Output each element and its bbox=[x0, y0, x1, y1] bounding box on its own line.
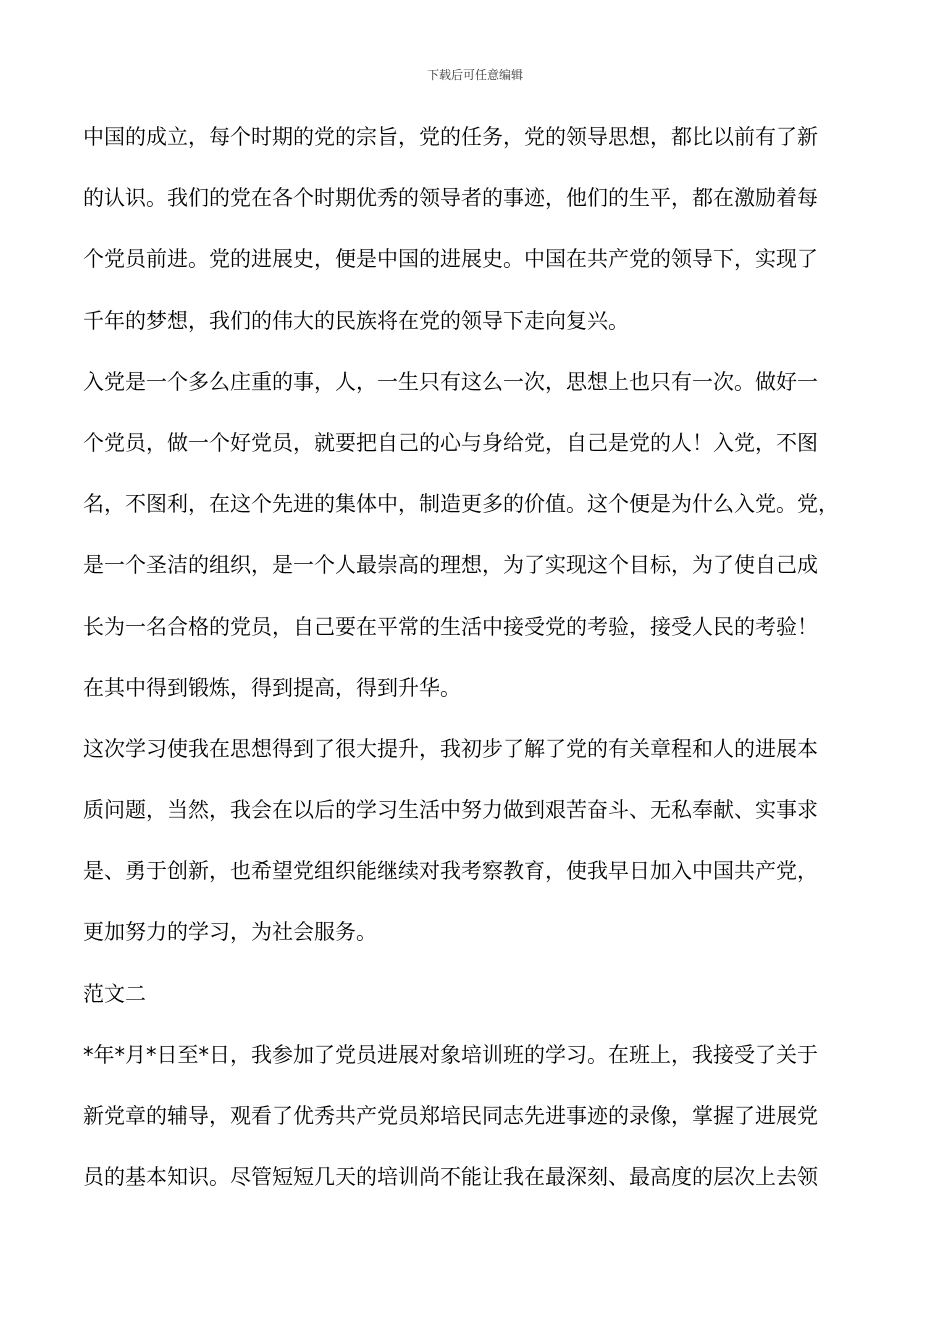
text-line: 更加努力的学习，为社会服务。 bbox=[83, 920, 377, 945]
text-line: 在其中得到锻炼，得到提高，得到升华。 bbox=[83, 675, 461, 700]
text-line: *年*月*日至*日，我参加了党员进展对象培训班的学习。在班上，我接受了关于 bbox=[83, 1042, 818, 1067]
text-line: 长为一名合格的党员，自己要在平常的生活中接受党的考验，接受人民的考验！ bbox=[83, 614, 818, 639]
text-line: 个党员前进。党的进展史，便是中国的进展史。中国在共产党的领导下，实现了 bbox=[83, 247, 818, 272]
text-line: 入党是一个多么庄重的事，人，一生只有这么一次，思想上也只有一次。做好一 bbox=[83, 369, 818, 394]
text-line: 名，不图利，在这个先进的集体中，制造更多的价值。这个便是为什么入党。党， bbox=[83, 492, 839, 517]
page-header: 下载后可任意编辑 bbox=[426, 68, 523, 82]
text-line: 是、勇于创新，也希望党组织能继续对我考察教育，使我早日加入中国共产党， bbox=[83, 859, 818, 884]
document-body bbox=[83, 117, 873, 1218]
text-line: 新党章的辅导，观看了优秀共产党员郑培民同志先进事迹的录像，掌握了进展党 bbox=[83, 1104, 818, 1128]
text-line: 员的基本知识。尽管短短几天的培训尚不能让我在最深刻、最高度的层次上去领 bbox=[83, 1165, 818, 1190]
text-line: 个党员，做一个好党员，就要把自己的心与身给党，自己是党的人！入党，不图 bbox=[83, 430, 818, 455]
text-line: 中国的成立，每个时期的党的宗旨，党的任务，党的领导思想，都比以前有了新 bbox=[83, 125, 818, 149]
text-line: 质问题，当然，我会在以后的学习生活中努力做到艰苦奋斗、无私奉献、实事求 bbox=[83, 798, 818, 823]
text-line: 的认识。我们的党在各个时期优秀的领导者的事迹，他们的生平，都在激励着每 bbox=[83, 186, 818, 211]
text-line: 是一个圣洁的组织，是一个人最崇高的理想，为了实现这个目标，为了使自己成 bbox=[83, 553, 818, 578]
section-heading: 范文二 bbox=[83, 981, 146, 1006]
text-line: 千年的梦想，我们的伟大的民族将在党的领导下走向复兴。 bbox=[83, 308, 629, 333]
text-line: 这次学习使我在思想得到了很大提升，我初步了解了党的有关章程和人的进展本 bbox=[83, 736, 818, 761]
